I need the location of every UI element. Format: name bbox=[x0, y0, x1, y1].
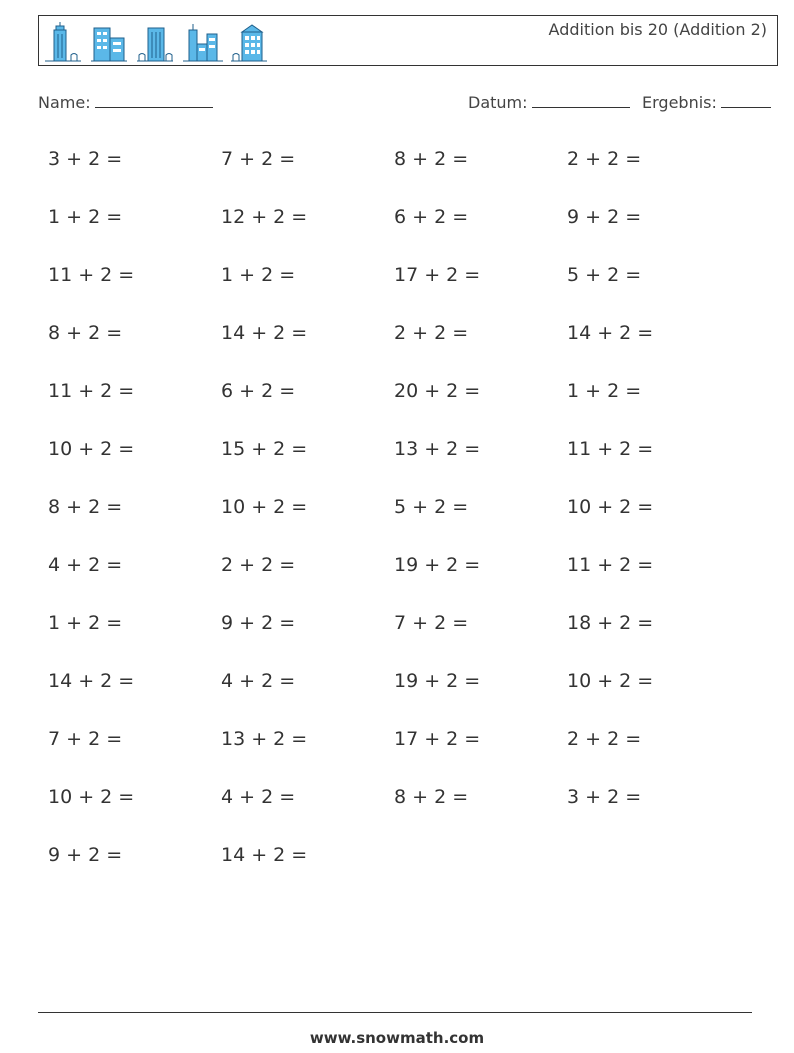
problem-item: 2 + 2 = bbox=[567, 148, 642, 170]
name-label: Name: bbox=[38, 93, 91, 112]
problem-item: 19 + 2 = bbox=[394, 554, 481, 576]
problem-item: 1 + 2 = bbox=[48, 612, 123, 634]
problem-item: 12 + 2 = bbox=[221, 206, 308, 228]
problem-item: 10 + 2 = bbox=[221, 496, 308, 518]
problem-item: 2 + 2 = bbox=[567, 728, 642, 750]
problem-item: 10 + 2 = bbox=[567, 496, 654, 518]
problem-item: 10 + 2 = bbox=[567, 670, 654, 692]
score-field bbox=[642, 93, 771, 112]
problem-item: 2 + 2 = bbox=[221, 554, 296, 576]
footer-url: www.snowmath.com bbox=[309, 1029, 485, 1047]
score-line bbox=[721, 93, 771, 108]
tower-building-icon bbox=[137, 22, 173, 62]
apartment-building-icon bbox=[231, 22, 267, 62]
problem-item: 1 + 2 = bbox=[221, 264, 296, 286]
problem-item: 17 + 2 = bbox=[394, 728, 481, 750]
worksheet-title: Addition bis 20 (Addition 2) bbox=[548, 20, 767, 39]
problem-item: 4 + 2 = bbox=[221, 786, 296, 808]
problem-item: 3 + 2 = bbox=[567, 786, 642, 808]
problem-item: 9 + 2 = bbox=[48, 844, 123, 866]
problem-item: 4 + 2 = bbox=[48, 554, 123, 576]
date-line bbox=[532, 93, 630, 108]
worksheet-header bbox=[38, 15, 778, 66]
problem-item: 11 + 2 = bbox=[48, 380, 135, 402]
problem-item: 14 + 2 = bbox=[567, 322, 654, 344]
problem-item: 8 + 2 = bbox=[48, 496, 123, 518]
problem-item: 3 + 2 = bbox=[48, 148, 123, 170]
problem-item: 8 + 2 = bbox=[48, 322, 123, 344]
problem-item: 11 + 2 = bbox=[567, 438, 654, 460]
problem-item: 11 + 2 = bbox=[567, 554, 654, 576]
date-field bbox=[468, 93, 630, 112]
problem-item: 9 + 2 = bbox=[221, 612, 296, 634]
problem-item: 6 + 2 = bbox=[221, 380, 296, 402]
problem-item: 6 + 2 = bbox=[394, 206, 469, 228]
problem-item: 17 + 2 = bbox=[394, 264, 481, 286]
problem-item: 19 + 2 = bbox=[394, 670, 481, 692]
problem-item: 9 + 2 = bbox=[567, 206, 642, 228]
problem-item: 4 + 2 = bbox=[221, 670, 296, 692]
name-field bbox=[38, 93, 213, 112]
office-building-icon bbox=[91, 22, 127, 62]
problem-item: 1 + 2 = bbox=[567, 380, 642, 402]
problem-item: 20 + 2 = bbox=[394, 380, 481, 402]
problem-item: 2 + 2 = bbox=[394, 322, 469, 344]
name-line bbox=[95, 93, 213, 108]
problem-item: 10 + 2 = bbox=[48, 786, 135, 808]
problem-item: 14 + 2 = bbox=[48, 670, 135, 692]
footer-divider bbox=[38, 1012, 752, 1013]
problem-item: 5 + 2 = bbox=[394, 496, 469, 518]
problem-item: 18 + 2 = bbox=[567, 612, 654, 634]
problem-item: 15 + 2 = bbox=[221, 438, 308, 460]
problem-item: 7 + 2 = bbox=[48, 728, 123, 750]
problem-item: 5 + 2 = bbox=[567, 264, 642, 286]
problem-item: 13 + 2 = bbox=[394, 438, 481, 460]
problem-item: 10 + 2 = bbox=[48, 438, 135, 460]
problem-item: 14 + 2 = bbox=[221, 322, 308, 344]
problem-item: 7 + 2 = bbox=[221, 148, 296, 170]
date-label: Datum: bbox=[468, 93, 528, 112]
city-buildings-icon bbox=[183, 22, 223, 62]
problem-item: 13 + 2 = bbox=[221, 728, 308, 750]
problem-item: 14 + 2 = bbox=[221, 844, 308, 866]
problem-item: 11 + 2 = bbox=[48, 264, 135, 286]
problem-item: 8 + 2 = bbox=[394, 786, 469, 808]
problem-item: 7 + 2 = bbox=[394, 612, 469, 634]
problem-item: 8 + 2 = bbox=[394, 148, 469, 170]
skyscraper-icon bbox=[45, 22, 81, 62]
score-label: Ergebnis: bbox=[642, 93, 717, 112]
problem-item: 1 + 2 = bbox=[48, 206, 123, 228]
